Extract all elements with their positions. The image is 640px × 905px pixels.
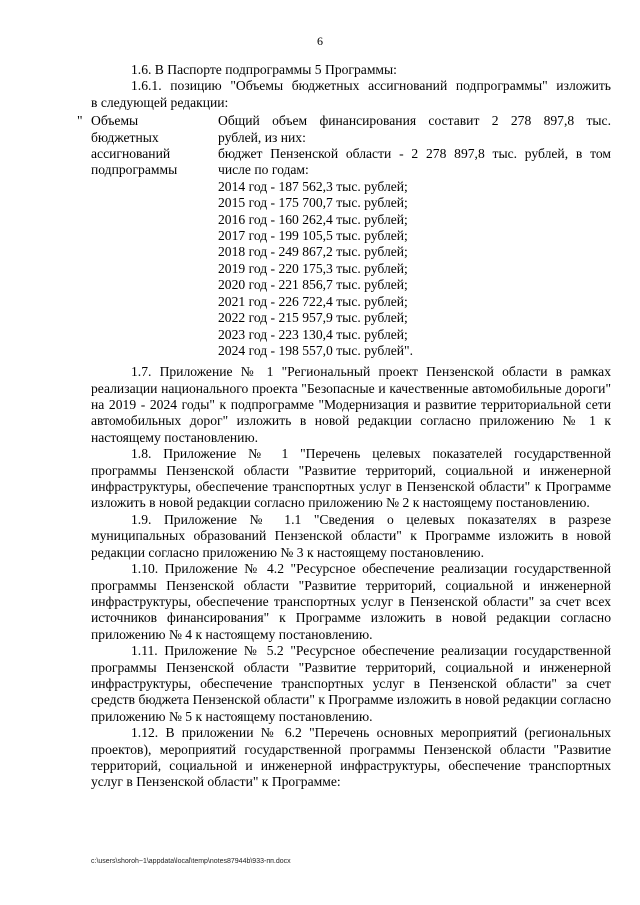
year-allocation-line: 2022 год - 215 957,9 тыс. рублей; — [218, 310, 408, 326]
subsection-line-cont: в следующей редакции: — [91, 94, 229, 110]
years-list — [218, 179, 611, 359]
opening-quote: " — [77, 113, 83, 129]
paragraph-1-12: 1.12. В приложении № 6.2 "Перечень основных мероприятий (региональных проектов), мероприятий государственной программы Пензенской области "Развитие территорий, социальной и инженерной инфраструктуры, обеспечение транспортных услуг в Пензенской области" к Программе: — [91, 725, 611, 790]
document-body — [77, 62, 611, 791]
year-allocation-line: 2017 год - 199 105,5 тыс. рублей; — [218, 228, 408, 244]
total-line-cont: рублей, из них: — [218, 129, 306, 145]
paragraph-1-11: 1.11. Приложение № 5.2 "Ресурсное обеспечение реализации государственной программы Пензенской области "Развитие территорий, социальной и инженерной инфраструктуры, обеспечение транспортных услуг в Пензенской области" за счет средств бюджета Пензенской области" к Программе изложить в новой редакции согласно приложению № 5 к настоящему постановлению. — [91, 643, 611, 724]
left-cell-line: Объемы — [91, 113, 139, 129]
year-allocation-line: 2018 год - 249 867,2 тыс. рублей; — [218, 244, 408, 260]
paragraphs — [91, 364, 611, 791]
left-cell-line: подпрограммы — [91, 162, 178, 178]
budget-table — [77, 113, 611, 358]
year-allocation-line: 2024 год - 198 557,0 тыс. рублей". — [218, 342, 413, 358]
file-path-footer: c:\users\shoroh~1\appdata\local\temp\notes87944b\933-пп.docx — [91, 858, 291, 865]
paragraph-1-8: 1.8. Приложение № 1 "Перечень целевых показателей государственной программы Пензенской области "Развитие территорий, социальной и инженерной инфраструктуры, обеспечение транспортных услуг в Пензенской области" к Программе изложить в новой редакции согласно приложению № 2 к настоящему постановлению. — [91, 446, 611, 511]
year-allocation-line: 2023 год - 223 130,4 тыс. рублей; — [218, 326, 408, 342]
table-left-cell — [91, 113, 211, 179]
year-allocation-line: 2021 год - 226 722,4 тыс. рублей; — [218, 293, 408, 309]
paragraph-1-10: 1.10. Приложение № 4.2 "Ресурсное обеспечение реализации государственной программы Пензенской области "Развитие территорий, социальной и инженерной инфраструктуры, обеспечение транспортных услуг в Пензенской области" за счет всех источников финансирования" к Программе изложить в новой редакции согласно приложению № 4 к настоящему постановлению. — [91, 561, 611, 642]
regional-budget-line: бюджет Пензенской области - 2 278 897,8 тыс. рублей, в том — [218, 146, 611, 162]
paragraph-1-7: 1.7. Приложение № 1 "Региональный проект Пензенской области в рамках реализации национального проекта "Безопасные и качественные автомобильные дороги" на 2019 - 2024 годы" к подпрограмме "Модернизация и развитие территориальной сети автомобильных дорог" изложить в новой редакции согласно приложению № 1 к настоящему постановлению. — [91, 364, 611, 445]
table-right-cell — [218, 113, 611, 359]
page-number: 6 — [317, 34, 323, 48]
left-cell-line: ассигнований — [91, 146, 171, 162]
left-cell-line: бюджетных — [91, 129, 159, 145]
year-allocation-line: 2019 год - 220 175,3 тыс. рублей; — [218, 260, 408, 276]
regional-budget-line-cont: числе по годам: — [218, 162, 309, 178]
year-allocation-line: 2015 год - 175 700,7 тыс. рублей; — [218, 195, 408, 211]
paragraph-1-9: 1.9. Приложение № 1.1 "Сведения о целевых показателях в разрезе муниципальных образований Пензенской области" к Программе изложить в новой редакции согласно приложению № 3 к настоящему постановлению. — [91, 511, 611, 560]
section-heading: 1.6. В Паспорте подпрограммы 5 Программы: — [131, 62, 397, 77]
total-line: Общий объем финансирования составит 2 278 897,8 тыс. — [218, 113, 611, 129]
year-allocation-line: 2014 год - 187 562,3 тыс. рублей; — [218, 178, 408, 194]
year-allocation-line: 2016 год - 160 262,4 тыс. рублей; — [218, 211, 408, 227]
year-allocation-line: 2020 год - 221 856,7 тыс. рублей; — [218, 277, 408, 293]
subsection-line: 1.6.1. позицию "Объемы бюджетных ассигнований подпрограммы" изложить — [131, 78, 611, 94]
